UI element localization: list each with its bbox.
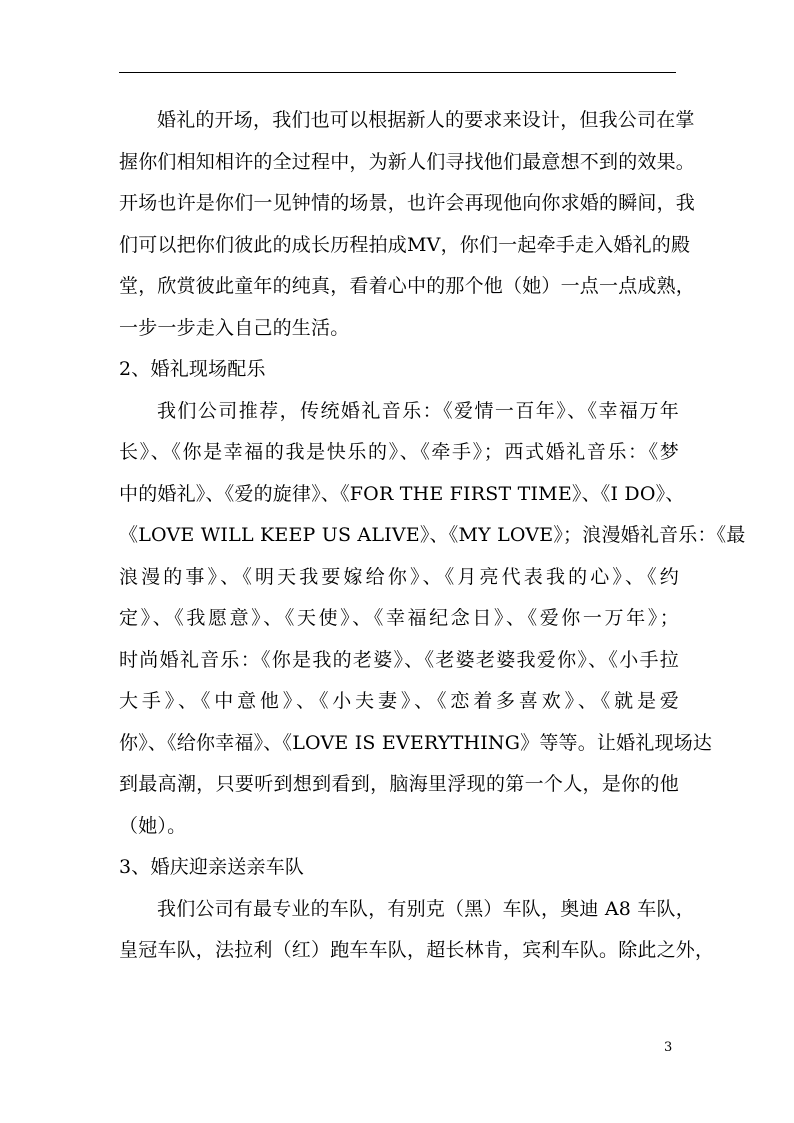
paragraph-line: 们可以把你们彼此的成长历程拍成MV，你们一起牵手走入婚礼的殿 [119,233,691,256]
document-body [119,100,746,972]
paragraph-line: 到最高潮，只要听到想到看到，脑海里浮现的第一个人，是你的他 [119,773,679,795]
paragraph-line: （她）。 [119,814,187,837]
section-heading: 3、婚庆迎亲送亲车队 [119,856,305,878]
paragraph-line: 我们公司推荐，传统婚礼音乐：《爱情一百年》、《幸福万年 [157,399,679,422]
paragraph-line: 握你们相知相许的全过程中，为新人们寻找他们最意想不到的效果。 [119,150,696,173]
paragraph-line: 堂，欣赏彼此童年的纯真，看着心中的那个他（她）一点一点成熟， [119,275,696,297]
paragraph-line: 浪漫的事》、《明天我要嫁给你》、《月亮代表我的心》、《约 [119,565,679,588]
paragraph-line: 中的婚礼》、《爱的旋律》、《FOR THE FIRST TIME》、《I DO》、 [119,482,685,505]
header-rule [119,72,676,73]
paragraph-line: 开场也许是你们一见钟情的场景，也许会再现他向你求婚的瞬间，我 [119,192,696,214]
page-number: 3 [664,1040,673,1055]
paragraph-line: 婚礼的开场，我们也可以根据新人的要求来设计，但我公司在掌 [157,109,695,131]
section-heading: 2、婚礼现场配乐 [119,358,266,380]
paragraph-line: 《LOVE WILL KEEP US ALIVE》、《MY LOVE》；浪漫婚礼音乐：《最 [119,524,746,546]
paragraph-line: 长》、《你是幸福的我是快乐的》、《牵手》；西式婚礼音乐：《梦 [119,441,679,463]
paragraph-line: 我们公司有最专业的车队，有别克（黑）车队，奥迪 A8 车队， [157,897,695,920]
paragraph-line: 皇冠车队，法拉利（红）跑车车队，超长林肯，宾利车队。除此之外， [119,939,715,961]
paragraph-line: 你》、《给你幸福》、《LOVE IS EVERYTHING》等等。让婚礼现场达 [119,731,713,754]
paragraph-line: 时尚婚礼音乐：《你是我的老婆》、《老婆老婆我爱你》、《小手拉 [119,648,679,671]
paragraph-line: 一步一步走入自己的生活。 [119,316,350,339]
paragraph-line: 定》、《我愿意》、《天使》、《幸福纪念日》、《爱你一万年》； [119,607,679,629]
paragraph-line: 大手》、《中意他》、《小夫妻》、《恋着多喜欢》、《就是爱 [119,690,679,712]
